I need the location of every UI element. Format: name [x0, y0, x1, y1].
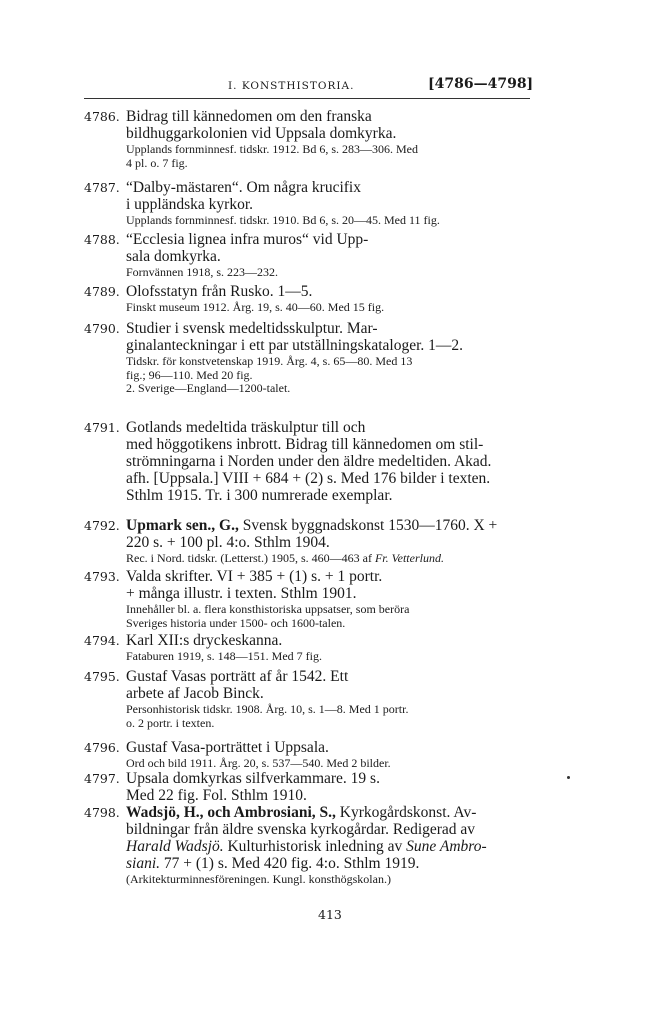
- entry-citation: [126, 804, 530, 872]
- note-line: 4 pl. o. 7 fig.: [126, 155, 188, 170]
- citation-line: Med 22 fig. Fol. Sthlm 1910.: [126, 787, 307, 804]
- entry-notes: [126, 214, 536, 228]
- entry-number: 4787.: [84, 180, 120, 195]
- entry-number: 4792.: [84, 518, 120, 533]
- citation-line: Wadsjö, H., och Ambrosiani, S., Kyrkogårdskonst. Av-: [126, 804, 477, 821]
- citation-line: med höggotikens inbrott. Bidrag till kännedomen om stil-: [126, 436, 484, 453]
- citation-line: Harald Wadsjö. Kulturhistorisk inledning av Sune Ambro-: [126, 838, 487, 855]
- citation-line: “Dalby-mästaren“. Om några krucifix: [126, 179, 361, 196]
- entry-number: 4786.: [84, 109, 120, 124]
- entry-notes: [126, 266, 536, 280]
- note-line: o. 2 portr. i texten.: [126, 715, 215, 730]
- entry-citation: [126, 179, 530, 213]
- entry-number: 4790.: [84, 321, 120, 336]
- entry-citation: [126, 283, 530, 300]
- citation-line: strömningarna i Norden under den äldre medeltiden. Akad.: [126, 453, 492, 470]
- entry-citation: [126, 231, 530, 265]
- entry-notes: [126, 552, 536, 566]
- entry-notes: [126, 650, 536, 664]
- note-line: Tidskr. för konstvetenskap 1919. Årg. 4, s. 65—80. Med 13: [126, 354, 413, 368]
- entry-citation: [126, 419, 530, 504]
- entry-notes: [126, 757, 536, 771]
- citation-line: Upmark sen., G., Svensk byggnadskonst 1530—1760. X +: [126, 517, 498, 534]
- citation-line: siani. 77 + (1) s. Med 420 fig. 4:o. Sthlm 1919.: [126, 855, 420, 872]
- entry-number: 4796.: [84, 740, 120, 755]
- citation-line: 220 s. + 100 pl. 4:o. Sthlm 1904.: [126, 534, 330, 551]
- entry-citation: [126, 739, 530, 756]
- entry-author: Upmark sen., G.,: [126, 517, 243, 534]
- note-line: fig.; 96—110. Med 20 fig.: [126, 367, 253, 382]
- entry-notes: [126, 143, 536, 170]
- entry-notes: [126, 603, 536, 630]
- entry-citation: [126, 517, 530, 551]
- citation-line: Gustaf Vasa-porträttet i Uppsala.: [126, 739, 329, 756]
- page-number: 413: [318, 907, 342, 922]
- citation-line: sala domkyrka.: [126, 248, 221, 265]
- citation-line: + många illustr. i texten. Sthlm 1901.: [126, 585, 357, 602]
- note-line: Finskt museum 1912. Årg. 19, s. 40—60. Med 15 fig.: [126, 300, 385, 314]
- citation-line: Olofsstatyn från Rusko. 1—5.: [126, 283, 313, 300]
- note-line: Upplands fornminnesf. tidskr. 1910. Bd 6, s. 20—45. Med 11 fig.: [126, 213, 440, 227]
- margin-mark: [567, 776, 570, 779]
- citation-line: afh. [Uppsala.] VIII + 684 + (2) s. Med 176 bilder i texten.: [126, 470, 491, 487]
- note-line: Upplands fornminnesf. tidskr. 1912. Bd 6, s. 283—306. Med: [126, 142, 418, 156]
- citation-line: Gotlands medeltida träskulptur till och: [126, 419, 366, 436]
- note-line: Innehåller bl. a. flera konsthistoriska uppsatser, som beröra: [126, 602, 410, 616]
- entry-number: 4795.: [84, 669, 120, 684]
- entry-citation: [126, 770, 530, 804]
- note-line: Fataburen 1919, s. 148—151. Med 7 fig.: [126, 649, 322, 663]
- entry-notes: [126, 355, 536, 396]
- citation-line: Upsala domkyrkas silfverkammare. 19 s.: [126, 770, 380, 787]
- note-line: 2. Sverige—England—1200-talet.: [126, 381, 291, 395]
- note-line: Rec. i Nord. tidskr. (Letterst.) 1905, s. 460—463 af Fr. Vetterlund.: [126, 551, 444, 565]
- entry-citation: [126, 108, 530, 142]
- entry-citation: [126, 632, 530, 649]
- citation-line: Karl XII:s dryckeskanna.: [126, 632, 283, 649]
- entry-notes: [126, 301, 536, 315]
- entry-number: 4794.: [84, 633, 120, 648]
- note-line: (Arkitekturminnesföreningen. Kungl. konsthögskolan.): [126, 872, 391, 886]
- entry-number: 4791.: [84, 420, 120, 435]
- section-title: I. KONSTHISTORIA.: [228, 80, 355, 92]
- citation-line: ginalanteckningar i ett par utställningskataloger. 1—2.: [126, 337, 464, 354]
- entry-citation: [126, 568, 530, 602]
- entry-author: Wadsjö, H., och Ambrosiani, S.,: [126, 804, 340, 821]
- citation-line: Valda skrifter. VI + 385 + (1) s. + 1 portr.: [126, 568, 383, 585]
- citation-line: bildningar från äldre svenska kyrkogårdar. Redigerad av: [126, 821, 476, 838]
- citation-line: bildhuggarkolonien vid Uppsala domkyrka.: [126, 125, 397, 142]
- entry-number: 4798.: [84, 805, 120, 820]
- entry-number: 4788.: [84, 232, 120, 247]
- entry-number: 4789.: [84, 284, 120, 299]
- entry-number: 4797.: [84, 771, 120, 786]
- entry-notes: [126, 703, 536, 730]
- citation-line: Sthlm 1915. Tr. i 300 numrerade exemplar.: [126, 487, 393, 504]
- citation-line: Bidrag till kännedomen om den franska: [126, 108, 372, 125]
- note-line: Sveriges historia under 1500- och 1600-talen.: [126, 615, 346, 630]
- citation-line: “Ecclesia lignea infra muros“ vid Upp-: [126, 231, 369, 248]
- entry-citation: [126, 320, 530, 354]
- entry-number: 4793.: [84, 569, 120, 584]
- note-line: Ord och bild 1911. Årg. 20, s. 537—540. Med 2 bilder.: [126, 756, 391, 770]
- entry-notes: [126, 873, 536, 887]
- citation-line: i uppländska kyrkor.: [126, 196, 253, 213]
- note-line: Fornvännen 1918, s. 223—232.: [126, 265, 278, 279]
- entry-citation: [126, 668, 530, 702]
- citation-line: Studier i svensk medeltidsskulptur. Mar-: [126, 320, 378, 337]
- entry-range: [4786—4798]: [428, 76, 534, 92]
- citation-line: arbete af Jacob Binck.: [126, 685, 264, 702]
- citation-line: Gustaf Vasas porträtt af år 1542. Ett: [126, 668, 349, 685]
- note-line: Personhistorisk tidskr. 1908. Årg. 10, s. 1—8. Med 1 portr.: [126, 702, 409, 716]
